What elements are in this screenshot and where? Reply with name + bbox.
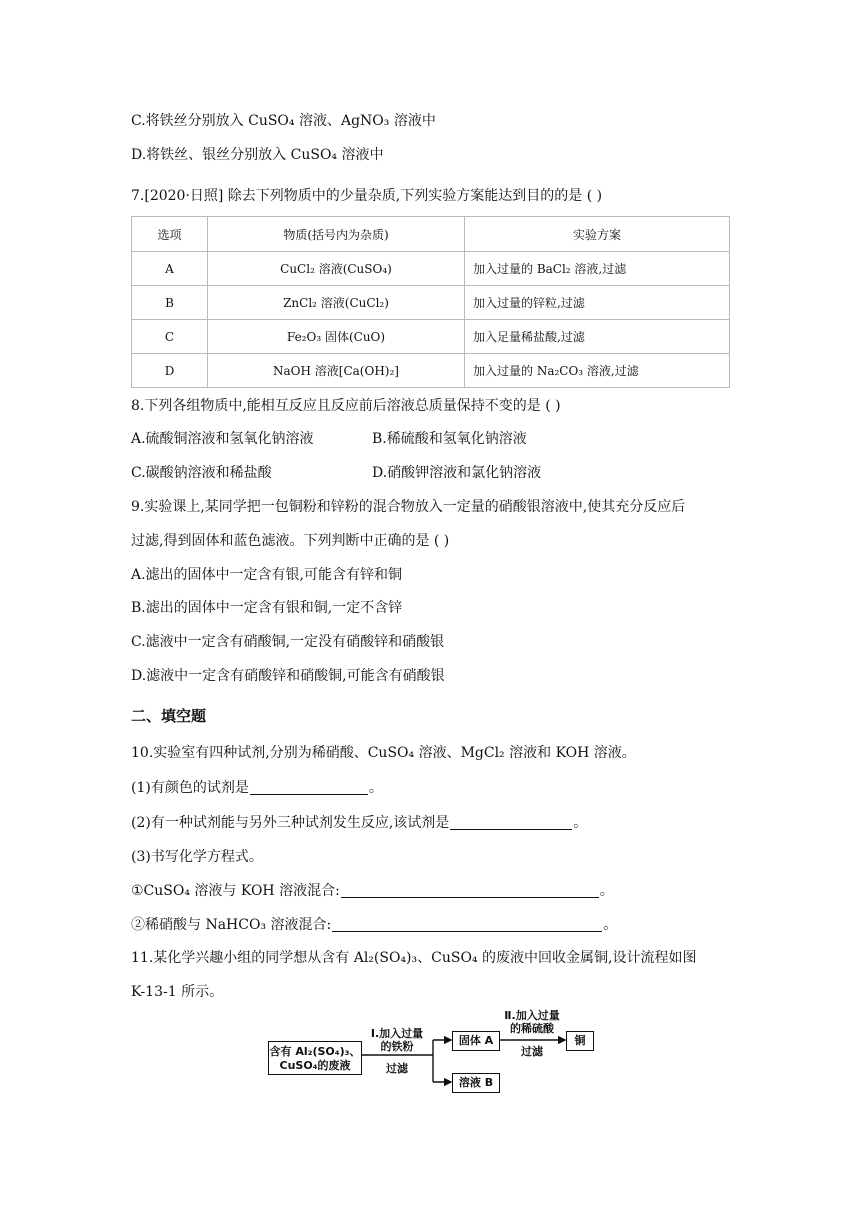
table-row xyxy=(132,320,730,354)
flow-step1-label xyxy=(366,1027,428,1053)
answer-blank[interactable] xyxy=(332,917,602,932)
q8-option-a: A.硫酸铜溶液和氢氧化钠溶液 xyxy=(131,431,314,447)
end-mark: 。 xyxy=(599,883,614,899)
q8-stem: 8.下列各组物质中,能相互反应且反应前后溶液总质量保持不变的是 ( ) xyxy=(131,398,561,414)
flow-step1-line2: 的铁粉 xyxy=(380,1040,414,1053)
cell-plan: 加入足量稀盐酸,过滤 xyxy=(465,320,730,354)
q10-part2-text: (2)有一种试剂能与另外三种试剂发生反应,该试剂是 xyxy=(131,815,450,831)
flow-start-box xyxy=(268,1041,362,1075)
cell-plan: 加入过量的 Na₂CO₃ 溶液,过滤 xyxy=(465,354,730,388)
cell-substance: CuCl₂ 溶液(CuSO₄) xyxy=(208,252,465,286)
table-row xyxy=(132,286,730,320)
header-option: 选项 xyxy=(132,217,208,252)
table-row xyxy=(132,354,730,388)
cell-substance: NaOH 溶液[Ca(OH)₂] xyxy=(208,354,465,388)
q10-part3b xyxy=(131,915,617,935)
q6-option-d: D.将铁丝、银丝分别放入 CuSO₄ 溶液中 xyxy=(131,147,384,163)
q9-option-b: B.滤出的固体中一定含有银和铜,一定不含锌 xyxy=(131,600,403,616)
q8-option-b: B.稀硫酸和氢氧化钠溶液 xyxy=(372,431,527,447)
q6-option-c: C.将铁丝分别放入 CuSO₄ 溶液、AgNO₃ 溶液中 xyxy=(131,113,436,129)
flow-step2-line2: 的稀硫酸 xyxy=(510,1022,554,1035)
end-mark: 。 xyxy=(573,815,588,831)
cell-option: A xyxy=(132,252,208,286)
cell-plan: 加入过量的锌粒,过滤 xyxy=(465,286,730,320)
answer-blank[interactable] xyxy=(250,780,368,795)
table-header-row xyxy=(132,217,730,252)
cell-option: C xyxy=(132,320,208,354)
answer-blank[interactable] xyxy=(341,883,599,898)
flow-solution-b-box: 溶液 B xyxy=(452,1073,500,1093)
q7-table xyxy=(131,216,730,388)
q9-option-a: A.滤出的固体中一定含有银,可能含有锌和铜 xyxy=(131,567,403,583)
flow-step2-line1: Ⅱ.加入过量 xyxy=(504,1009,560,1022)
flow-start-line2: CuSO₄的废液 xyxy=(279,1059,351,1072)
cell-substance: ZnCl₂ 溶液(CuCl₂) xyxy=(208,286,465,320)
flow-solid-a-box: 固体 A xyxy=(452,1031,500,1051)
q11-stem-line2: K-13-1 所示。 xyxy=(131,984,224,1000)
q10-stem: 10.实验室有四种试剂,分别为稀硝酸、CuSO₄ 溶液、MgCl₂ 溶液和 KOH 溶液。 xyxy=(131,745,636,761)
flow-start-line1: 含有 Al₂(SO₄)₃、 xyxy=(269,1045,361,1058)
flow-step1-line1: Ⅰ.加入过量 xyxy=(370,1027,424,1040)
flow-step2-filter: 过滤 xyxy=(521,1045,543,1058)
q9-stem-line2: 过滤,得到固体和蓝色滤液。下列判断中正确的是 ( ) xyxy=(131,533,450,549)
q7-stem: 7.[2020·日照] 除去下列物质中的少量杂质,下列实验方案能达到目的的是 ( ) xyxy=(131,188,603,204)
q10-part3b-text: ②稀硝酸与 NaHCO₃ 溶液混合: xyxy=(131,917,332,933)
q9-option-c: C.滤液中一定含有硝酸铜,一定没有硝酸锌和硝酸银 xyxy=(131,634,445,650)
q9-stem-line1: 9.实验课上,某同学把一包铜粉和锌粉的混合物放入一定量的硝酸银溶液中,使其充分反应后 xyxy=(131,499,686,515)
end-mark: 。 xyxy=(603,917,618,933)
flow-step2-label xyxy=(500,1009,564,1035)
cell-option: D xyxy=(132,354,208,388)
end-mark: 。 xyxy=(368,780,383,796)
q8-option-d: D.硝酸钾溶液和氯化钠溶液 xyxy=(372,465,542,481)
table-row xyxy=(132,252,730,286)
q10-part3a-text: ①CuSO₄ 溶液与 KOH 溶液混合: xyxy=(131,883,340,899)
header-plan: 实验方案 xyxy=(465,217,730,252)
q8-option-c: C.碳酸钠溶液和稀盐酸 xyxy=(131,465,272,481)
q9-option-d: D.滤液中一定含有硝酸锌和硝酸铜,可能含有硝酸银 xyxy=(131,668,445,684)
cell-substance: Fe₂O₃ 固体(CuO) xyxy=(208,320,465,354)
q10-part1-text: (1)有颜色的试剂是 xyxy=(131,780,249,796)
cell-plan: 加入过量的 BaCl₂ 溶液,过滤 xyxy=(465,252,730,286)
q11-stem-line1: 11.某化学兴趣小组的同学想从含有 Al₂(SO₄)₃、CuSO₄ 的废液中回收金属铜,设计流程如图 xyxy=(131,950,697,966)
flow-copper-box: 铜 xyxy=(566,1031,594,1051)
flow-step1-filter: 过滤 xyxy=(386,1062,408,1075)
section-title-fill-in: 二、填空题 xyxy=(131,707,207,725)
q10-part2 xyxy=(131,813,587,833)
header-substance: 物质(括号内为杂质) xyxy=(208,217,465,252)
q10-part1 xyxy=(131,778,383,798)
cell-option: B xyxy=(132,286,208,320)
q10-part3: (3)书写化学方程式。 xyxy=(131,849,263,865)
answer-blank[interactable] xyxy=(450,815,572,830)
q10-part3a xyxy=(131,881,614,901)
